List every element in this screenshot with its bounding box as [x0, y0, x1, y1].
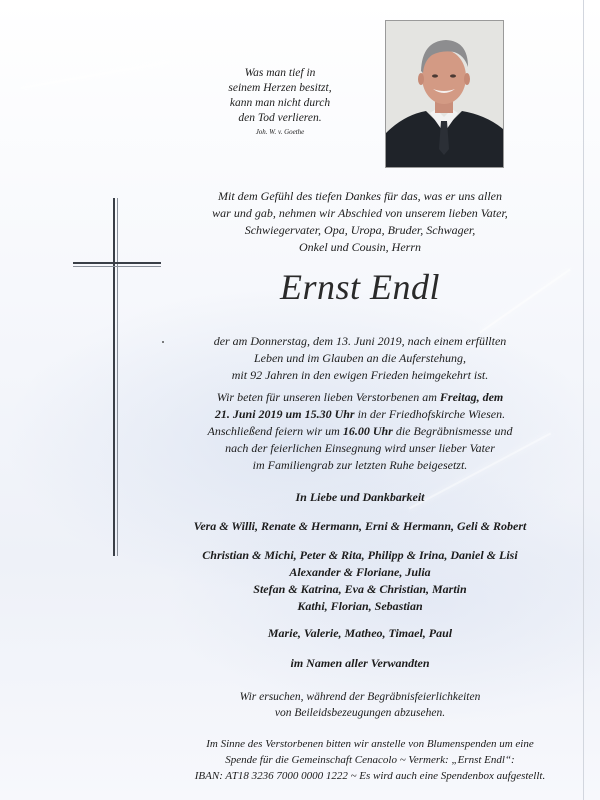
grandchildren-line: Alexander & Floriane, Julia	[289, 565, 431, 579]
funeral-line	[170, 423, 550, 440]
cross-beam-shadow	[73, 266, 161, 267]
donation-note	[190, 736, 550, 784]
grandchildren-line: Kathi, Florian, Sebastian	[297, 599, 423, 613]
goethe-quote	[200, 66, 360, 137]
quote-line: seinem Herzen besitzt,	[228, 82, 332, 94]
quote-line: den Tod verlieren.	[238, 112, 322, 124]
grandchildren-line: Christian & Michi, Peter & Rita, Philipp & Irina, Daniel & Lisi	[202, 548, 518, 562]
portrait-illustration	[386, 21, 503, 167]
page-edge	[583, 0, 584, 800]
intro-line: Schwiegervater, Opa, Uropa, Bruder, Schwager,	[244, 223, 476, 237]
cross-symbol-shadow	[117, 198, 118, 556]
mourners-grandchildren	[170, 547, 550, 615]
intro-line: Mit dem Gefühl des tiefen Dankes für das, was er uns allen	[218, 189, 502, 203]
notice-line: der am Donnerstag, dem 13. Juni 2019, nach einem erfüllten	[213, 334, 507, 348]
quote-line: kann man nicht durch	[229, 97, 331, 109]
request-line: von Beileidsbezeugungen abzusehen.	[274, 707, 446, 719]
donation-line: IBAN: AT18 3236 7000 0000 1222 ~ Es wird auch eine Spendenbox aufgestellt.	[194, 770, 546, 782]
mourners-relatives: im Namen aller Verwandten	[290, 656, 430, 670]
funeral-text: Anschließend feiern wir um	[207, 424, 343, 438]
light-streak	[21, 61, 169, 89]
mourners-heading: In Liebe und Dankbarkeit	[295, 490, 425, 504]
quote-line: Was man tief in	[244, 67, 316, 79]
cross-symbol	[113, 198, 115, 556]
intro-line: Onkel und Cousin, Herrn	[299, 240, 421, 254]
condolence-request	[170, 689, 550, 721]
intro-text	[170, 188, 550, 256]
funeral-text: Wir beten für unseren lieben Verstorbenen am	[216, 390, 440, 404]
portrait-photo	[385, 20, 504, 168]
deceased-name: Ernst Endl	[279, 267, 440, 307]
notice-line: Leben und im Glauben an die Auferstehung,	[253, 351, 467, 365]
mourners-great-grandchildren: Marie, Valerie, Matheo, Timael, Paul	[267, 626, 453, 640]
donation-line: Im Sinne des Verstorbenen bitten wir anstelle von Blumenspenden um eine	[206, 738, 534, 750]
funeral-line	[170, 406, 550, 423]
quote-author: Joh. W. v. Goethe	[255, 128, 305, 136]
cross-beam	[73, 262, 161, 264]
funeral-location: in der Friedhofskirche Wiesen.	[354, 407, 506, 421]
funeral-details	[170, 389, 550, 474]
intro-line: war und gab, nehmen wir Abschied von unserem lieben Vater,	[212, 206, 508, 220]
funeral-datetime: 21. Juni 2019 um 15.30 Uhr	[214, 407, 355, 421]
speck	[162, 341, 164, 343]
funeral-line: nach der feierlichen Einsegnung wird unser lieber Vater	[225, 441, 495, 455]
mass-time: 16.00 Uhr	[342, 424, 393, 438]
funeral-line	[170, 389, 550, 406]
request-line: Wir ersuchen, während der Begräbnisfeierlichkeiten	[239, 691, 481, 703]
mourners-children: Vera & Willi, Renate & Hermann, Erni & Hermann, Geli & Robert	[193, 519, 527, 533]
funeral-day: Freitag, dem	[439, 390, 504, 404]
grandchildren-line: Stefan & Katrina, Eva & Christian, Martin	[253, 582, 467, 596]
death-notice	[170, 333, 550, 384]
notice-line: mit 92 Jahren in den ewigen Frieden heimgekehrt ist.	[231, 368, 489, 382]
funeral-line: im Familiengrab zur letzten Ruhe beigesetzt.	[252, 458, 468, 472]
funeral-text: die Begräbnismesse und	[392, 424, 513, 438]
donation-line: Spende für die Gemeinschaft Cenacolo ~ Vermerk: „Ernst Endl“:	[225, 754, 515, 766]
